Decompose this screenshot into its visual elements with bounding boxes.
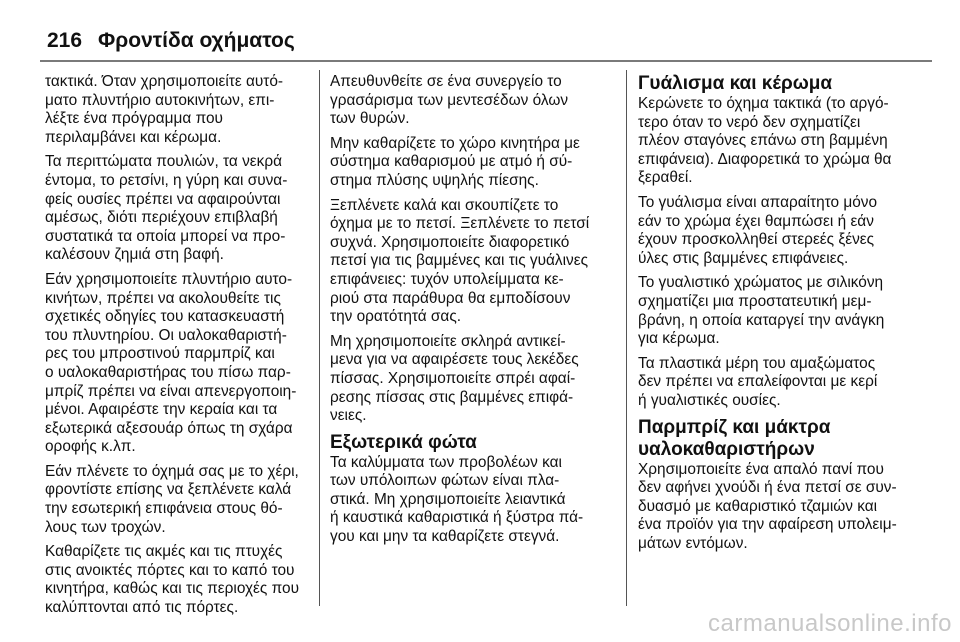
paragraph: [330, 333, 615, 426]
text-line: Καθαρίζετε τις ακμές και τις πτυχές: [45, 543, 283, 561]
text-line: ξεραθεί.: [638, 169, 693, 187]
text-line: ρες του μπροστινού παρμπρίζ και: [45, 345, 275, 363]
text-line: πίσσας. Χρησιμοποιείτε σπρέι αφαί-: [330, 369, 576, 387]
text-line: Το γυάλισμα είναι απαραίτητο μόνο: [638, 193, 878, 211]
paragraph: [330, 197, 615, 327]
text-line: επιφάνειες: τυχόν υπολείμματα κε-: [330, 270, 564, 288]
text-line: σχετικές οδηγίες του κατασκευαστή: [45, 308, 285, 326]
text-line: έντομα, το ρετσίνι, η γύρη και συνα-: [45, 171, 288, 189]
text-line: τερο όταν το νερό δεν σχηματίζει: [638, 113, 861, 131]
text-line: βράνη, η οποία καταργεί την ανάγκη: [638, 311, 885, 329]
paragraph: [638, 355, 923, 411]
text-line: κινητήρα, καθώς και τις περιοχές που: [45, 580, 299, 598]
text-line: λους των τροχών.: [45, 518, 166, 536]
text-line: σύστημα καθαρισμού με ατμό ή σύ-: [330, 153, 573, 171]
text-line: νειες.: [330, 407, 367, 425]
text-line: δεν πρέπει να επαλείφονται με κερί: [638, 373, 878, 391]
text-line: ένα προϊόν για την αφαίρεση υπολειμ-: [638, 516, 897, 534]
text-line: σχηματίζει μια προστατευτική μεμ-: [638, 292, 872, 310]
text-line: στικά. Μη χρησιμοποιείτε λειαντικά: [330, 490, 566, 508]
column-1: [45, 73, 330, 624]
paragraph: [45, 463, 330, 537]
header-rule: [40, 60, 932, 62]
text-line: Τα καλύμματα των προβολέων και: [330, 453, 562, 471]
text-line: γρασάρισμα των μεντεσέδων όλων: [330, 91, 569, 109]
text-line: τακτικά. Όταν χρησιμοποιείτε αυτό-: [45, 73, 284, 90]
text-line: ριού στα παράθυρα θα εμποδίσουν: [330, 289, 571, 307]
text-line: συχνά. Χρησιμοποιείτε διαφορετικό: [330, 233, 570, 251]
text-line: Ξεπλένετε καλά και σκουπίζετε το: [330, 196, 559, 214]
text-line: φροντίστε επίσης να ξεπλένετε καλά: [45, 481, 292, 499]
text-line: Τα πλαστικά μέρη του αμαξώματος: [638, 354, 876, 372]
text-line: μενα για να αφαιρέσετε τους λεκέδες: [330, 351, 579, 369]
text-line: Κερώνετε το όχημα τακτικά (το αργό-: [638, 95, 889, 112]
text-line: για κέρωμα.: [638, 330, 720, 348]
text-line: Μην καθαρίζετε το χώρο κινητήρα με: [330, 134, 580, 152]
text-line: όχημα με το πετσί. Ξεπλένετε το πετσί: [330, 215, 590, 233]
text-line: επιφάνεια). Διαφορετικά το χρώμα θα: [638, 150, 892, 168]
text-line: οροφής κ.λπ.: [45, 438, 136, 456]
text-line: δεν αφήνει χνούδι ή ένα πετσί σε συν-: [638, 479, 897, 497]
paragraph: [330, 73, 615, 129]
text-line: φείς ουσίες πρέπει να αφαιρούνται: [45, 190, 281, 208]
text-line: Εάν πλένετε το όχημά σας με το χέρι,: [45, 462, 299, 480]
text-line: μένοι. Αφαιρέστε την κεραία και τα: [45, 401, 278, 419]
paragraph: [45, 153, 330, 265]
text-line: ύλες στις βαμμένες επιφάνειες.: [638, 249, 849, 267]
heading-line: Παρμπρίζ και μάκτρα: [638, 416, 831, 438]
text-line: ματο πλυντήριο αυτοκινήτων, επι-: [45, 91, 275, 109]
paragraph: [45, 73, 330, 147]
text-line: εξωτερικά αξεσουάρ όπως τη σχάρα: [45, 419, 293, 437]
paragraph: [330, 454, 615, 547]
text-line: έχουν προσκολληθεί στερεές ξένες: [638, 231, 875, 249]
paragraph: [45, 543, 330, 617]
paragraph: [638, 95, 923, 188]
column-2: [330, 73, 615, 553]
text-line: εάν το χρώμα έχει θαμπώσει ή εάν: [638, 212, 874, 230]
text-line: ρεσης πίσσας στις βαμμένες επιφά-: [330, 388, 574, 406]
text-line: ο υαλοκαθαριστήρας του πίσω παρ-: [45, 363, 291, 381]
text-line: Τα περιττώματα πουλιών, τα νεκρά: [45, 153, 282, 171]
section-heading-polishing: Γυάλισμα και κέρωμα: [638, 73, 833, 94]
page-title: Φροντίδα οχήματος: [98, 29, 295, 52]
text-line: Χρησιμοποιείτε ένα απαλό πανί που: [638, 460, 884, 478]
watermark: carmanualsonline.info: [708, 610, 952, 637]
text-line: δυασμό με καθαριστικό τζαμιών και: [638, 497, 878, 515]
text-line: μάτων εντόμων.: [638, 534, 748, 552]
text-line: περιλαμβάνει και κέρωμα.: [45, 128, 222, 146]
text-line: των θυρών.: [330, 110, 410, 128]
text-line: του πλυντηρίου. Οι υαλοκαθαριστή-: [45, 326, 287, 344]
text-line: ή γυαλιστικές ουσίες.: [638, 391, 781, 409]
column-3: [638, 73, 923, 559]
column-divider: [626, 70, 627, 606]
text-line: αμέσως, διότι περιέχουν επιβλαβή: [45, 209, 278, 227]
text-line: λέξτε ένα πρόγραμμα που: [45, 110, 223, 128]
text-line: την εσωτερική επιφάνεια στους θό-: [45, 500, 283, 518]
page-number: 216: [47, 29, 83, 52]
section-heading-windscreen-wipers: [638, 417, 923, 461]
paragraph: [330, 135, 615, 191]
paragraph: [45, 271, 330, 457]
text-line: συστατικά τα οποία μπορεί να προ-: [45, 227, 286, 245]
text-line: στημα πλύσης υψηλής πίεσης.: [330, 171, 539, 189]
text-line: καλέσουν ζημιά στη βαφή.: [45, 246, 224, 264]
text-line: Μη χρησιμοποιείτε σκληρά αντικεί-: [330, 332, 566, 350]
text-line: την ορατότητά σας.: [330, 308, 462, 326]
text-line: κινήτων, πρέπει να ακολουθείτε τις: [45, 289, 281, 307]
text-line: Απευθυνθείτε σε ένα συνεργείο το: [330, 73, 562, 90]
text-line: Εάν χρησιμοποιείτε πλυντήριο αυτο-: [45, 270, 293, 288]
text-line: γου και μην τα καθαρίζετε στεγνά.: [330, 528, 560, 546]
section-heading-exterior-lights: Εξωτερικά φώτα: [330, 431, 477, 453]
text-line: μπρίζ πρέπει να είναι απενεργοποιη-: [45, 382, 297, 400]
paragraph: [638, 461, 923, 554]
text-line: πλέον σταγόνες επάνω στη βαμμένη: [638, 132, 888, 150]
text-line: των υπόλοιπων φώτων είναι πλα-: [330, 472, 560, 490]
page-header: [47, 22, 930, 60]
heading-line: υαλοκαθαριστήρων: [638, 438, 815, 460]
paragraph: [638, 274, 923, 348]
text-line: στις ανοικτές πόρτες και το καπό του: [45, 561, 295, 579]
paragraph: [638, 194, 923, 268]
text-line: καλύπτονται από τις πόρτες.: [45, 599, 239, 617]
text-line: πετσί για τις βαμμένες και τις γυάλινες: [330, 252, 589, 270]
text-line: Το γυαλιστικό χρώματος με σιλικόνη: [638, 274, 884, 292]
text-line: ή καυστικά καθαριστικά ή ξύστρα πά-: [330, 509, 584, 527]
